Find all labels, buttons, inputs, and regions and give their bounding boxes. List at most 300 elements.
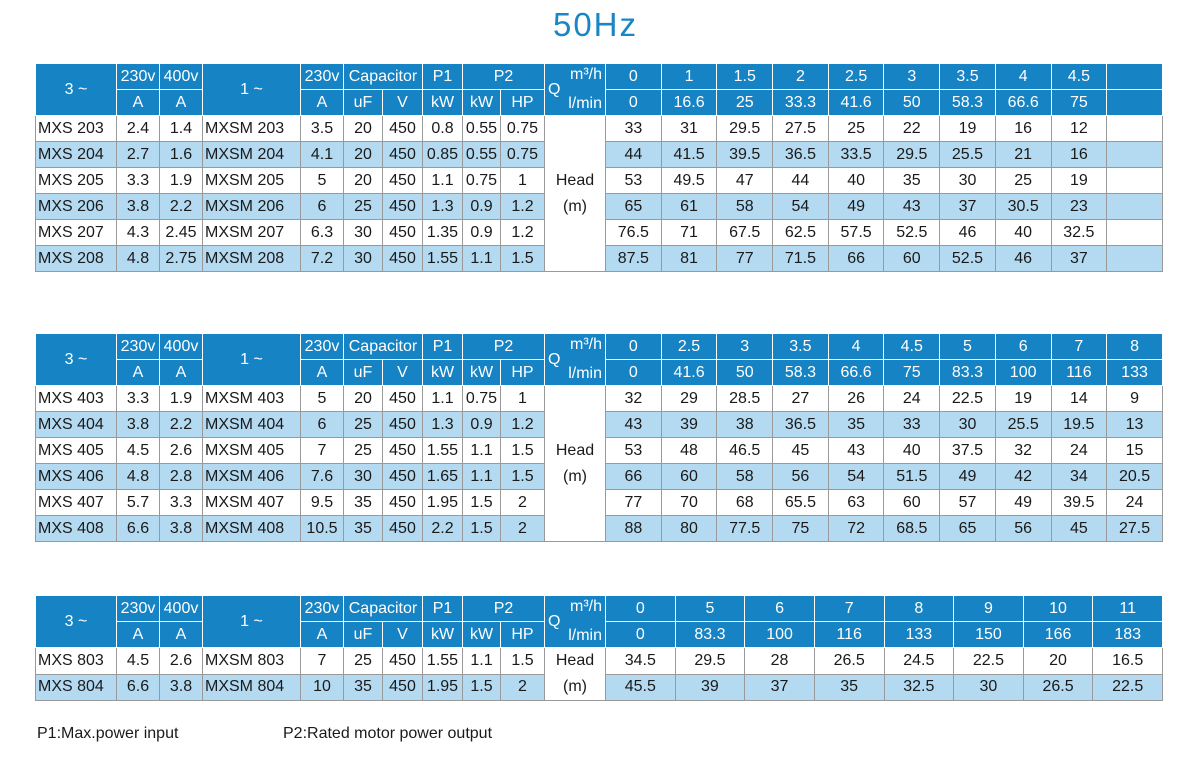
model-3-phase: MXS 408 — [36, 516, 117, 542]
flow-m3h-value: 5 — [940, 334, 996, 360]
head-value: 39.5 — [717, 142, 773, 168]
capacitor-volt: 450 — [383, 142, 423, 168]
flow-lmin-value: 58.3 — [940, 90, 996, 116]
head-value: 35 — [828, 412, 884, 438]
head-value: 32.5 — [884, 674, 954, 701]
flow-lmin-value: 50 — [717, 360, 773, 386]
head-value: 58 — [717, 194, 773, 220]
flow-m3h-value: 8 — [1107, 334, 1163, 360]
p2-hp: 1 — [501, 386, 545, 412]
header-p1-kw: kW — [423, 360, 463, 386]
head-value: 24.5 — [884, 648, 954, 675]
model-3-phase: MXS 208 — [36, 246, 117, 272]
capacitor-volt: 450 — [383, 194, 423, 220]
head-value: 60 — [884, 490, 940, 516]
head-value: 52.5 — [940, 246, 996, 272]
head-value: 28 — [745, 648, 815, 675]
header-p2-kw: kW — [463, 90, 501, 116]
current-single-230v: 9.5 — [301, 490, 344, 516]
head-value: 39 — [661, 412, 717, 438]
head-value: 43 — [828, 438, 884, 464]
capacitor-volt: 450 — [383, 674, 423, 701]
header-volt: V — [383, 360, 423, 386]
head-value — [1107, 168, 1163, 194]
p1-kw: 1.3 — [423, 412, 463, 438]
flow-m3h-value: 2.5 — [828, 64, 884, 90]
head-value: 56 — [773, 464, 829, 490]
p2-kw: 0.9 — [463, 194, 501, 220]
current-230v: 3.3 — [117, 168, 160, 194]
model-1-phase: MXSM 206 — [203, 194, 301, 220]
flow-lmin-value: 100 — [995, 360, 1051, 386]
head-label-unit: (m) — [563, 197, 587, 215]
header-uf: uF — [344, 360, 383, 386]
header-p1-kw: kW — [423, 622, 463, 648]
flow-m3h-value: 4.5 — [884, 334, 940, 360]
p2-kw: 0.9 — [463, 412, 501, 438]
header-q — [545, 596, 606, 648]
current-400v: 3.8 — [160, 674, 203, 701]
header-p2-kw: kW — [463, 360, 501, 386]
p2-hp: 1.5 — [501, 246, 545, 272]
flow-lmin-value: 75 — [1051, 90, 1107, 116]
head-value: 43 — [884, 194, 940, 220]
header-230v-single: 230v — [301, 64, 344, 90]
flow-lmin-value: 50 — [884, 90, 940, 116]
p2-kw: 0.9 — [463, 220, 501, 246]
flow-lmin-value: 25 — [717, 90, 773, 116]
current-single-230v: 3.5 — [301, 116, 344, 142]
performance-table — [35, 333, 1163, 542]
flow-m3h-value: 2.5 — [661, 334, 717, 360]
head-value: 35 — [884, 168, 940, 194]
header-p1: P1 — [423, 64, 463, 90]
head-value: 71.5 — [773, 246, 829, 272]
flow-m3h-value: 0 — [606, 596, 676, 622]
head-value: 57 — [940, 490, 996, 516]
flow-m3h-value — [1107, 64, 1163, 90]
capacitor-uf: 25 — [344, 438, 383, 464]
flow-m3h-value: 4.5 — [1051, 64, 1107, 90]
head-value: 61 — [661, 194, 717, 220]
current-230v: 4.8 — [117, 464, 160, 490]
head-value: 54 — [828, 464, 884, 490]
current-single-230v: 5 — [301, 168, 344, 194]
model-3-phase: MXS 407 — [36, 490, 117, 516]
header-capacitor: Capacitor — [344, 596, 423, 622]
head-value: 53 — [606, 438, 662, 464]
head-value: 20 — [1023, 648, 1093, 675]
p1-kw: 1.95 — [423, 674, 463, 701]
current-single-230v: 10 — [301, 674, 344, 701]
flow-m3h-value: 1 — [661, 64, 717, 90]
flow-m3h-value: 7 — [1051, 334, 1107, 360]
capacitor-volt: 450 — [383, 412, 423, 438]
capacitor-volt: 450 — [383, 116, 423, 142]
p1-kw: 1.3 — [423, 194, 463, 220]
p1-kw: 1.55 — [423, 648, 463, 675]
header-230v: 230v — [117, 334, 160, 360]
head-value: 71 — [661, 220, 717, 246]
head-value: 40 — [884, 438, 940, 464]
current-single-230v: 6.3 — [301, 220, 344, 246]
head-value: 49 — [940, 464, 996, 490]
header-uf: uF — [344, 622, 383, 648]
head-value: 77 — [717, 246, 773, 272]
head-value: 13 — [1107, 412, 1163, 438]
head-value: 46.5 — [717, 438, 773, 464]
header-phase-3: 3 ~ — [36, 64, 117, 116]
current-400v: 2.6 — [160, 438, 203, 464]
p2-kw: 1.1 — [463, 648, 501, 675]
performance-table — [35, 595, 1163, 701]
header-capacitor: Capacitor — [344, 64, 423, 90]
current-400v: 3.8 — [160, 516, 203, 542]
capacitor-volt: 450 — [383, 386, 423, 412]
current-230v: 2.7 — [117, 142, 160, 168]
head-value: 34.5 — [606, 648, 676, 675]
current-230v: 6.6 — [117, 674, 160, 701]
head-value — [1107, 220, 1163, 246]
p1-kw: 1.65 — [423, 464, 463, 490]
flow-lmin-value: 116 — [814, 622, 884, 648]
p2-hp: 1.2 — [501, 220, 545, 246]
capacitor-volt: 450 — [383, 220, 423, 246]
head-value: 51.5 — [884, 464, 940, 490]
head-value: 33 — [884, 412, 940, 438]
head-label-text: Head — [555, 171, 595, 189]
head-value: 28.5 — [717, 386, 773, 412]
header-p2: P2 — [463, 596, 545, 622]
p2-hp: 2 — [501, 490, 545, 516]
head-value: 76.5 — [606, 220, 662, 246]
model-1-phase: MXSM 207 — [203, 220, 301, 246]
current-230v: 3.3 — [117, 386, 160, 412]
head-value: 81 — [661, 246, 717, 272]
head-value: 53 — [606, 168, 662, 194]
flow-m3h-value: 3 — [884, 64, 940, 90]
header-amp-400: A — [160, 360, 203, 386]
model-1-phase: MXSM 405 — [203, 438, 301, 464]
head-value: 45 — [773, 438, 829, 464]
model-3-phase: MXS 406 — [36, 464, 117, 490]
p2-kw: 1.1 — [463, 464, 501, 490]
flow-lmin-value: 0 — [606, 360, 662, 386]
head-value: 46 — [995, 246, 1051, 272]
header-p2-hp: HP — [501, 90, 545, 116]
p2-hp: 1.5 — [501, 464, 545, 490]
flow-m3h-value: 9 — [954, 596, 1024, 622]
current-230v: 4.8 — [117, 246, 160, 272]
head-value: 32 — [995, 438, 1051, 464]
head-value: 77.5 — [717, 516, 773, 542]
head-value — [1107, 194, 1163, 220]
q-unit-m3h: m³/h — [570, 598, 602, 615]
q-label: Q — [548, 612, 561, 630]
model-3-phase: MXS 205 — [36, 168, 117, 194]
model-3-phase: MXS 804 — [36, 674, 117, 701]
current-400v: 2.75 — [160, 246, 203, 272]
current-single-230v: 7 — [301, 648, 344, 675]
head-value: 29.5 — [675, 648, 745, 675]
head-value: 24 — [1051, 438, 1107, 464]
flow-m3h-value: 11 — [1093, 596, 1163, 622]
head-value: 87.5 — [606, 246, 662, 272]
head-value: 37 — [745, 674, 815, 701]
flow-m3h-value: 3 — [717, 334, 773, 360]
head-value: 62.5 — [773, 220, 829, 246]
head-value: 40 — [828, 168, 884, 194]
flow-lmin-value: 133 — [1107, 360, 1163, 386]
capacitor-uf: 30 — [344, 246, 383, 272]
capacitor-uf: 30 — [344, 464, 383, 490]
head-value: 25 — [828, 116, 884, 142]
current-single-230v: 7.6 — [301, 464, 344, 490]
capacitor-uf: 20 — [344, 142, 383, 168]
flow-lmin-value: 41.6 — [661, 360, 717, 386]
flow-m3h-value: 6 — [745, 596, 815, 622]
current-230v: 4.3 — [117, 220, 160, 246]
head-value: 52.5 — [884, 220, 940, 246]
q-label: Q — [548, 80, 561, 98]
header-phase-1: 1 ~ — [203, 334, 301, 386]
head-value: 25.5 — [940, 142, 996, 168]
capacitor-uf: 35 — [344, 674, 383, 701]
head-value: 26 — [828, 386, 884, 412]
model-1-phase: MXSM 407 — [203, 490, 301, 516]
header-p1: P1 — [423, 334, 463, 360]
head-value: 15 — [1107, 438, 1163, 464]
flow-lmin-value: 66.6 — [995, 90, 1051, 116]
head-value: 47 — [717, 168, 773, 194]
current-230v: 2.4 — [117, 116, 160, 142]
flow-lmin-value: 83.3 — [940, 360, 996, 386]
current-230v: 3.8 — [117, 194, 160, 220]
p2-kw: 1.5 — [463, 674, 501, 701]
head-value: 27 — [773, 386, 829, 412]
head-value — [1107, 246, 1163, 272]
current-400v: 2.45 — [160, 220, 203, 246]
head-value: 66 — [606, 464, 662, 490]
table-row — [36, 648, 1163, 675]
head-value: 30.5 — [995, 194, 1051, 220]
model-1-phase: MXSM 204 — [203, 142, 301, 168]
head-value: 67.5 — [717, 220, 773, 246]
legend-p2: P2:Rated motor power output — [283, 725, 493, 742]
capacitor-volt: 450 — [383, 490, 423, 516]
current-400v: 3.3 — [160, 490, 203, 516]
head-value: 80 — [661, 516, 717, 542]
model-3-phase: MXS 405 — [36, 438, 117, 464]
model-3-phase: MXS 203 — [36, 116, 117, 142]
current-400v: 2.8 — [160, 464, 203, 490]
header-p2-hp: HP — [501, 622, 545, 648]
capacitor-uf: 35 — [344, 516, 383, 542]
head-value — [1107, 116, 1163, 142]
p2-kw: 1.1 — [463, 438, 501, 464]
flow-lmin-value: 58.3 — [773, 360, 829, 386]
q-unit-lmin: l/min — [568, 95, 602, 112]
header-uf: uF — [344, 90, 383, 116]
head-value: 41.5 — [661, 142, 717, 168]
flow-m3h-value: 0 — [606, 64, 662, 90]
p2-hp: 1.5 — [501, 438, 545, 464]
header-p1-kw: kW — [423, 90, 463, 116]
head-value: 72 — [828, 516, 884, 542]
head-value: 12 — [1051, 116, 1107, 142]
p1-kw: 0.85 — [423, 142, 463, 168]
head-value: 54 — [773, 194, 829, 220]
model-1-phase: MXSM 403 — [203, 386, 301, 412]
head-value: 26.5 — [1023, 674, 1093, 701]
flow-lmin-value: 41.6 — [828, 90, 884, 116]
head-value: 39 — [675, 674, 745, 701]
head-value: 45 — [1051, 516, 1107, 542]
head-value: 33 — [606, 116, 662, 142]
p2-kw: 1.5 — [463, 516, 501, 542]
legend-p1: P1:Max.power input — [37, 725, 179, 742]
header-phase-1: 1 ~ — [203, 596, 301, 648]
header-p2: P2 — [463, 64, 545, 90]
head-value: 37 — [1051, 246, 1107, 272]
head-value: 9 — [1107, 386, 1163, 412]
current-single-230v: 6 — [301, 194, 344, 220]
q-unit-m3h: m³/h — [570, 336, 602, 353]
p1-kw: 1.55 — [423, 246, 463, 272]
header-amp-230: A — [117, 622, 160, 648]
table-row — [36, 386, 1163, 412]
current-400v: 1.9 — [160, 168, 203, 194]
flow-lmin-value: 116 — [1051, 360, 1107, 386]
table-row — [36, 116, 1163, 142]
p2-kw: 1.1 — [463, 246, 501, 272]
model-1-phase: MXSM 404 — [203, 412, 301, 438]
header-amp-400: A — [160, 90, 203, 116]
head-value: 19 — [940, 116, 996, 142]
head-value: 22.5 — [1093, 674, 1163, 701]
head-value: 39.5 — [1051, 490, 1107, 516]
flow-lmin-value: 100 — [745, 622, 815, 648]
head-value: 16.5 — [1093, 648, 1163, 675]
capacitor-uf: 35 — [344, 490, 383, 516]
head-value: 34 — [1051, 464, 1107, 490]
head-value: 36.5 — [773, 142, 829, 168]
head-value: 65.5 — [773, 490, 829, 516]
header-phase-1: 1 ~ — [203, 64, 301, 116]
header-phase-3: 3 ~ — [36, 334, 117, 386]
p1-kw: 1.1 — [423, 386, 463, 412]
head-label-unit: (m) — [563, 678, 587, 695]
q-header — [545, 596, 605, 647]
header-p1: P1 — [423, 596, 463, 622]
model-1-phase: MXSM 205 — [203, 168, 301, 194]
model-1-phase: MXSM 406 — [203, 464, 301, 490]
p1-kw: 1.95 — [423, 490, 463, 516]
capacitor-uf: 20 — [344, 168, 383, 194]
current-400v: 2.2 — [160, 194, 203, 220]
head-value: 24 — [884, 386, 940, 412]
q-label: Q — [548, 350, 561, 368]
flow-lmin-value: 75 — [884, 360, 940, 386]
head-value: 14 — [1051, 386, 1107, 412]
head-value: 30 — [940, 412, 996, 438]
header-400v: 400v — [160, 334, 203, 360]
head-value: 75 — [773, 516, 829, 542]
head-value: 25.5 — [995, 412, 1051, 438]
model-3-phase: MXS 404 — [36, 412, 117, 438]
head-value: 68.5 — [884, 516, 940, 542]
p2-hp: 1.2 — [501, 194, 545, 220]
p1-kw: 0.8 — [423, 116, 463, 142]
performance-table — [35, 63, 1163, 272]
capacitor-volt: 450 — [383, 168, 423, 194]
header-p2-kw: kW — [463, 622, 501, 648]
flow-m3h-value: 7 — [814, 596, 884, 622]
capacitor-volt: 450 — [383, 464, 423, 490]
flow-m3h-value: 3.5 — [940, 64, 996, 90]
head-value: 31 — [661, 116, 717, 142]
current-400v: 2.2 — [160, 412, 203, 438]
head-value: 49.5 — [661, 168, 717, 194]
head-value: 44 — [773, 168, 829, 194]
head-value: 45.5 — [606, 674, 676, 701]
p1-kw: 2.2 — [423, 516, 463, 542]
flow-m3h-value: 8 — [884, 596, 954, 622]
flow-lmin-value — [1107, 90, 1163, 116]
p2-hp: 0.75 — [501, 116, 545, 142]
head-label — [545, 116, 606, 272]
head-value: 77 — [606, 490, 662, 516]
current-single-230v: 4.1 — [301, 142, 344, 168]
head-value: 23 — [1051, 194, 1107, 220]
current-single-230v: 7.2 — [301, 246, 344, 272]
q-unit-m3h: m³/h — [570, 66, 602, 83]
head-value: 24 — [1107, 490, 1163, 516]
flow-lmin-value: 133 — [884, 622, 954, 648]
header-p2: P2 — [463, 334, 545, 360]
model-1-phase: MXSM 208 — [203, 246, 301, 272]
head-value: 32.5 — [1051, 220, 1107, 246]
head-label-unit: (m) — [563, 467, 587, 485]
header-amp-single: A — [301, 622, 344, 648]
header-400v: 400v — [160, 64, 203, 90]
model-3-phase: MXS 803 — [36, 648, 117, 675]
head-value: 49 — [995, 490, 1051, 516]
header-p2-hp: HP — [501, 360, 545, 386]
p2-hp: 2 — [501, 674, 545, 701]
q-header — [545, 334, 605, 385]
head-value: 19.5 — [1051, 412, 1107, 438]
head-value: 22.5 — [954, 648, 1024, 675]
p2-hp: 1 — [501, 168, 545, 194]
capacitor-uf: 25 — [344, 194, 383, 220]
head-value: 38 — [717, 412, 773, 438]
flow-lmin-value: 16.6 — [661, 90, 717, 116]
capacitor-uf: 25 — [344, 412, 383, 438]
head-value: 88 — [606, 516, 662, 542]
head-value: 22 — [884, 116, 940, 142]
model-3-phase: MXS 204 — [36, 142, 117, 168]
head-value: 63 — [828, 490, 884, 516]
header-q — [545, 64, 606, 116]
flow-lmin-value: 166 — [1023, 622, 1093, 648]
p2-hp: 0.75 — [501, 142, 545, 168]
header-amp-400: A — [160, 622, 203, 648]
head-value: 16 — [995, 116, 1051, 142]
model-3-phase: MXS 403 — [36, 386, 117, 412]
flow-m3h-value: 6 — [995, 334, 1051, 360]
head-value: 16 — [1051, 142, 1107, 168]
